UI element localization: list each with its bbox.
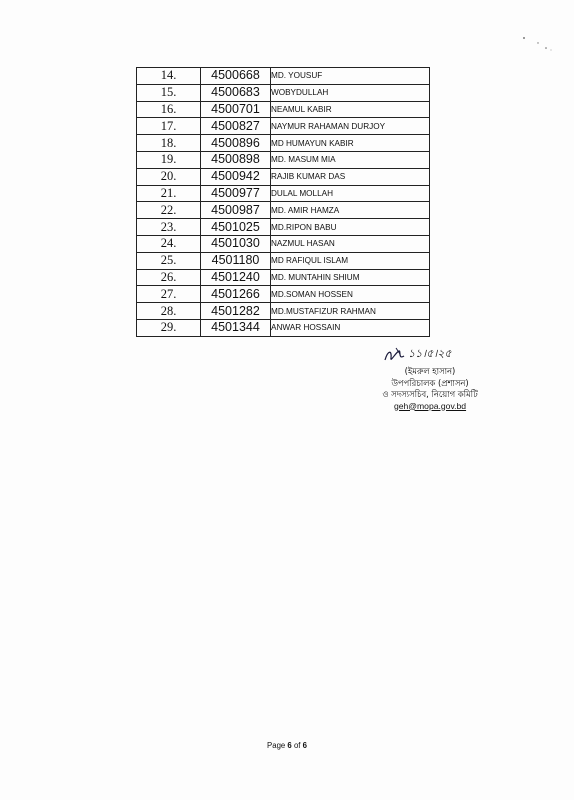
serial-number-cell: 19. [137,151,201,168]
table-row [137,168,430,185]
candidate-name-cell: MD RAFIQUL ISLAM [271,252,430,269]
serial-number-cell: 15. [137,84,201,101]
serial-number-cell: 14. [137,68,201,85]
table-row [137,101,430,118]
candidate-name-cell: MD.RIPON BABU [271,219,430,236]
table-row [137,135,430,152]
serial-number-cell: 25. [137,252,201,269]
candidate-name-cell: MD HUMAYUN KABIR [271,135,430,152]
signatory-email[interactable]: geh@mopa.gov.bd [393,400,467,411]
roll-number-cell: 4500977 [201,185,271,202]
roll-number-cell: 4500898 [201,151,271,168]
candidate-name-cell: WOBYDULLAH [271,84,430,101]
table-row [137,219,430,236]
candidate-name-cell: NEAMUL KABIR [271,101,430,118]
candidate-name-cell: MD.SOMAN HOSSEN [271,286,430,303]
footer-page-of: of [293,741,301,750]
table-row [137,118,430,135]
candidate-name-cell: NAYMUR RAHAMAN DURJOY [271,118,430,135]
serial-number-cell: 21. [137,185,201,202]
table-row [137,286,430,303]
signature-date: ১১।৫।২৫ [408,347,452,360]
serial-number-cell: 26. [137,269,201,286]
serial-number-cell: 22. [137,202,201,219]
table-row [137,202,430,219]
signatory-name: (ইমরুল হাসান) [404,366,456,376]
roll-number-cell: 4501240 [201,269,271,286]
table-row [137,235,430,252]
table-row [137,185,430,202]
candidate-name-cell: MD. MUNTAHIN SHIUM [271,269,430,286]
roll-number-cell: 4501344 [201,319,271,336]
serial-number-cell: 20. [137,168,201,185]
table-row [137,269,430,286]
signature-area [360,346,500,366]
signature-block [360,346,500,412]
footer-page-current: 6 [287,741,292,750]
table-row [137,252,430,269]
serial-number-cell: 24. [137,235,201,252]
roll-number-cell: 4500683 [201,84,271,101]
table-row [137,319,430,336]
candidate-name-cell: MD. MASUM MIA [271,151,430,168]
roll-number-cell: 4501266 [201,286,271,303]
candidate-name-cell: MD.MUSTAFIZUR RAHMAN [271,303,430,320]
candidate-name-cell: DULAL MOLLAH [271,185,430,202]
roll-number-cell: 4500987 [201,202,271,219]
roll-number-cell: 4501030 [201,235,271,252]
candidate-name-cell: NAZMUL HASAN [271,235,430,252]
roll-number-cell: 4500942 [201,168,271,185]
signatory-designation: উপপরিচালক (প্রশাসন) [391,377,469,388]
candidate-name-cell: ANWAR HOSSAIN [271,319,430,336]
candidate-name-cell: RAJIB KUMAR DAS [271,168,430,185]
table-row [137,84,430,101]
table-row [137,68,430,85]
candidate-name-cell: MD. AMIR HAMZA [271,202,430,219]
serial-number-cell: 27. [137,286,201,303]
serial-number-cell: 23. [137,219,201,236]
footer-page-total: 6 [302,741,307,750]
candidate-table-body [137,68,430,337]
page-footer [0,741,574,750]
table-row [137,303,430,320]
scan-specks [516,34,556,59]
roll-number-cell: 4500896 [201,135,271,152]
signatory-role: ও সদস্যসচিব, নিয়োগ কমিটি [382,389,478,399]
roll-number-cell: 4501180 [201,252,271,269]
table-row [137,151,430,168]
serial-number-cell: 16. [137,101,201,118]
roll-number-cell: 4500827 [201,118,271,135]
serial-number-cell: 18. [137,135,201,152]
candidate-table [136,67,430,337]
candidate-name-cell: MD. YOUSUF [271,68,430,85]
roll-number-cell: 4500668 [201,68,271,85]
footer-page-word: Page [267,741,286,750]
serial-number-cell: 17. [137,118,201,135]
roll-number-cell: 4501282 [201,303,271,320]
serial-number-cell: 28. [137,303,201,320]
roll-number-cell: 4500701 [201,101,271,118]
roll-number-cell: 4501025 [201,219,271,236]
serial-number-cell: 29. [137,319,201,336]
